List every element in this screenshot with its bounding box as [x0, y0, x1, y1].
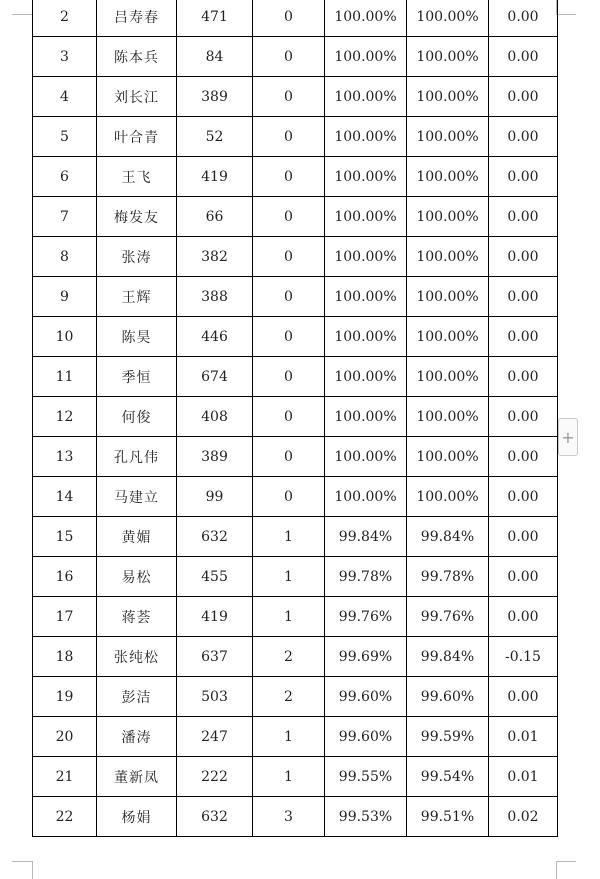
- cell-rate-1: 100.00%: [325, 317, 407, 357]
- cell-rate-1: 99.55%: [325, 757, 407, 797]
- cell-rate-1: 100.00%: [325, 37, 407, 77]
- cell-rank: 21: [33, 757, 97, 797]
- cell-name: 梅发友: [97, 197, 177, 237]
- cell-count: 503: [177, 677, 253, 717]
- table-row: [33, 757, 558, 797]
- cell-errors: 3: [253, 797, 325, 837]
- cell-errors: 0: [253, 157, 325, 197]
- cell-difference: 0.00: [489, 597, 558, 637]
- cell-rate-2: 100.00%: [407, 477, 489, 517]
- table-row: [33, 117, 558, 157]
- cell-errors: 0: [253, 77, 325, 117]
- cell-count: 408: [177, 397, 253, 437]
- cell-rate-2: 100.00%: [407, 0, 489, 37]
- cell-count: 52: [177, 117, 253, 157]
- ranking-table: [32, 0, 558, 837]
- cell-name: 叶合青: [97, 117, 177, 157]
- cell-name: 董新凤: [97, 757, 177, 797]
- cell-rate-2: 100.00%: [407, 197, 489, 237]
- cell-rate-2: 100.00%: [407, 37, 489, 77]
- cell-count: 247: [177, 717, 253, 757]
- cell-difference: 0.00: [489, 0, 558, 37]
- cell-rank: 14: [33, 477, 97, 517]
- cell-rank: 22: [33, 797, 97, 837]
- cell-rate-1: 100.00%: [325, 237, 407, 277]
- table-row: [33, 477, 558, 517]
- cell-rank: 9: [33, 277, 97, 317]
- cell-name: 彭洁: [97, 677, 177, 717]
- table-row: [33, 37, 558, 77]
- cell-name: 马建立: [97, 477, 177, 517]
- cell-difference: 0.00: [489, 77, 558, 117]
- cell-rate-2: 99.84%: [407, 637, 489, 677]
- cell-name: 刘长江: [97, 77, 177, 117]
- cell-difference: 0.00: [489, 437, 558, 477]
- table-row: [33, 357, 558, 397]
- cell-name: 王辉: [97, 277, 177, 317]
- cell-difference: 0.00: [489, 317, 558, 357]
- table-row: [33, 677, 558, 717]
- cell-rate-2: 100.00%: [407, 157, 489, 197]
- cell-difference: 0.02: [489, 797, 558, 837]
- cell-difference: 0.00: [489, 357, 558, 397]
- crop-mark-bottom-right: [556, 861, 576, 862]
- cell-difference: 0.00: [489, 197, 558, 237]
- cell-count: 674: [177, 357, 253, 397]
- cell-difference: 0.00: [489, 237, 558, 277]
- table-row: [33, 197, 558, 237]
- cell-rate-2: 99.76%: [407, 597, 489, 637]
- cell-errors: 1: [253, 757, 325, 797]
- cell-rank: 5: [33, 117, 97, 157]
- cell-rate-2: 100.00%: [407, 117, 489, 157]
- cell-rate-1: 100.00%: [325, 477, 407, 517]
- cell-errors: 2: [253, 637, 325, 677]
- cell-count: 637: [177, 637, 253, 677]
- cell-name: 张纯松: [97, 637, 177, 677]
- cell-errors: 0: [253, 317, 325, 357]
- cell-count: 471: [177, 0, 253, 37]
- cell-rank: 3: [33, 37, 97, 77]
- cell-rank: 13: [33, 437, 97, 477]
- cell-rate-1: 100.00%: [325, 397, 407, 437]
- cell-rate-1: 100.00%: [325, 157, 407, 197]
- table-row: [33, 397, 558, 437]
- cell-rank: 17: [33, 597, 97, 637]
- table-row: [33, 157, 558, 197]
- cell-difference: 0.01: [489, 757, 558, 797]
- table-row: [33, 77, 558, 117]
- cell-difference: 0.00: [489, 557, 558, 597]
- cell-count: 446: [177, 317, 253, 357]
- cell-difference: 0.00: [489, 517, 558, 557]
- cell-rank: 19: [33, 677, 97, 717]
- cell-rate-1: 99.60%: [325, 677, 407, 717]
- cell-errors: 0: [253, 357, 325, 397]
- cell-rank: 20: [33, 717, 97, 757]
- table-body: [33, 0, 558, 837]
- cell-rank: 6: [33, 157, 97, 197]
- cell-errors: 1: [253, 517, 325, 557]
- cell-name: 何俊: [97, 397, 177, 437]
- crop-mark-bottom-left: [12, 861, 32, 862]
- cell-rank: 11: [33, 357, 97, 397]
- cell-rate-1: 100.00%: [325, 437, 407, 477]
- cell-count: 389: [177, 77, 253, 117]
- cell-rank: 2: [33, 0, 97, 37]
- cell-difference: -0.15: [489, 637, 558, 677]
- cell-count: 455: [177, 557, 253, 597]
- cell-rate-1: 100.00%: [325, 117, 407, 157]
- cell-name: 孔凡伟: [97, 437, 177, 477]
- plus-icon: +: [561, 428, 575, 447]
- cell-errors: 0: [253, 0, 325, 37]
- cell-rate-1: 99.60%: [325, 717, 407, 757]
- cell-rate-2: 99.59%: [407, 717, 489, 757]
- cell-errors: 1: [253, 557, 325, 597]
- cell-difference: 0.00: [489, 397, 558, 437]
- cell-name: 张涛: [97, 237, 177, 277]
- cell-count: 419: [177, 157, 253, 197]
- cell-name: 吕寿春: [97, 0, 177, 37]
- cell-difference: 0.00: [489, 277, 558, 317]
- cell-rate-1: 99.53%: [325, 797, 407, 837]
- cell-count: 84: [177, 37, 253, 77]
- cell-rate-2: 100.00%: [407, 437, 489, 477]
- crop-mark-bottom-left: [32, 861, 33, 879]
- cell-rate-2: 100.00%: [407, 77, 489, 117]
- cell-errors: 0: [253, 477, 325, 517]
- table-row: [33, 317, 558, 357]
- cell-rank: 8: [33, 237, 97, 277]
- cell-errors: 0: [253, 37, 325, 77]
- cell-errors: 0: [253, 437, 325, 477]
- cell-errors: 0: [253, 117, 325, 157]
- cell-count: 419: [177, 597, 253, 637]
- cell-count: 222: [177, 757, 253, 797]
- cell-count: 632: [177, 797, 253, 837]
- cell-rate-2: 100.00%: [407, 237, 489, 277]
- cell-rate-2: 100.00%: [407, 317, 489, 357]
- cell-errors: 1: [253, 717, 325, 757]
- table-row: [33, 0, 558, 37]
- cell-difference: 0.01: [489, 717, 558, 757]
- cell-name: 黄媚: [97, 517, 177, 557]
- cell-errors: 0: [253, 237, 325, 277]
- cell-rate-1: 99.84%: [325, 517, 407, 557]
- cell-rate-1: 99.76%: [325, 597, 407, 637]
- cell-name: 季恒: [97, 357, 177, 397]
- cell-errors: 0: [253, 197, 325, 237]
- cell-rank: 4: [33, 77, 97, 117]
- crop-mark-bottom-right: [556, 861, 557, 879]
- table-row: [33, 277, 558, 317]
- crop-mark-top-left: [12, 14, 32, 15]
- cell-rate-2: 100.00%: [407, 277, 489, 317]
- cell-errors: 0: [253, 397, 325, 437]
- cell-difference: 0.00: [489, 477, 558, 517]
- cell-rank: 10: [33, 317, 97, 357]
- cell-rank: 16: [33, 557, 97, 597]
- cell-count: 382: [177, 237, 253, 277]
- cell-rate-1: 100.00%: [325, 357, 407, 397]
- table-row: [33, 557, 558, 597]
- cell-name: 杨娟: [97, 797, 177, 837]
- cell-rank: 12: [33, 397, 97, 437]
- cell-difference: 0.00: [489, 157, 558, 197]
- cell-rate-2: 100.00%: [407, 397, 489, 437]
- table-row: [33, 797, 558, 837]
- cell-count: 389: [177, 437, 253, 477]
- cell-rate-1: 100.00%: [325, 197, 407, 237]
- cell-rate-2: 100.00%: [407, 357, 489, 397]
- cell-rate-2: 99.60%: [407, 677, 489, 717]
- cell-rate-1: 99.78%: [325, 557, 407, 597]
- table-row: [33, 637, 558, 677]
- cell-name: 陈昊: [97, 317, 177, 357]
- cell-errors: 0: [253, 277, 325, 317]
- cell-rate-1: 99.69%: [325, 637, 407, 677]
- cell-errors: 2: [253, 677, 325, 717]
- cell-rank: 15: [33, 517, 97, 557]
- cell-difference: 0.00: [489, 677, 558, 717]
- table-row: [33, 237, 558, 277]
- table-row: [33, 437, 558, 477]
- cell-name: 易松: [97, 557, 177, 597]
- cell-rate-1: 100.00%: [325, 0, 407, 37]
- cell-name: 王飞: [97, 157, 177, 197]
- cell-errors: 1: [253, 597, 325, 637]
- table-row: [33, 717, 558, 757]
- cell-count: 66: [177, 197, 253, 237]
- cell-count: 99: [177, 477, 253, 517]
- cell-rate-2: 99.78%: [407, 557, 489, 597]
- table-row: [33, 597, 558, 637]
- cell-name: 陈本兵: [97, 37, 177, 77]
- cell-rate-2: 99.51%: [407, 797, 489, 837]
- cell-count: 388: [177, 277, 253, 317]
- cell-rank: 7: [33, 197, 97, 237]
- cell-difference: 0.00: [489, 37, 558, 77]
- cell-difference: 0.00: [489, 117, 558, 157]
- add-row-button[interactable]: [558, 418, 578, 456]
- cell-rate-1: 100.00%: [325, 277, 407, 317]
- cell-name: 蒋荟: [97, 597, 177, 637]
- table-row: [33, 517, 558, 557]
- cell-rate-2: 99.84%: [407, 517, 489, 557]
- cell-rate-1: 100.00%: [325, 77, 407, 117]
- cell-count: 632: [177, 517, 253, 557]
- crop-mark-top-right: [556, 14, 576, 15]
- cell-rank: 18: [33, 637, 97, 677]
- cell-name: 潘涛: [97, 717, 177, 757]
- cell-rate-2: 99.54%: [407, 757, 489, 797]
